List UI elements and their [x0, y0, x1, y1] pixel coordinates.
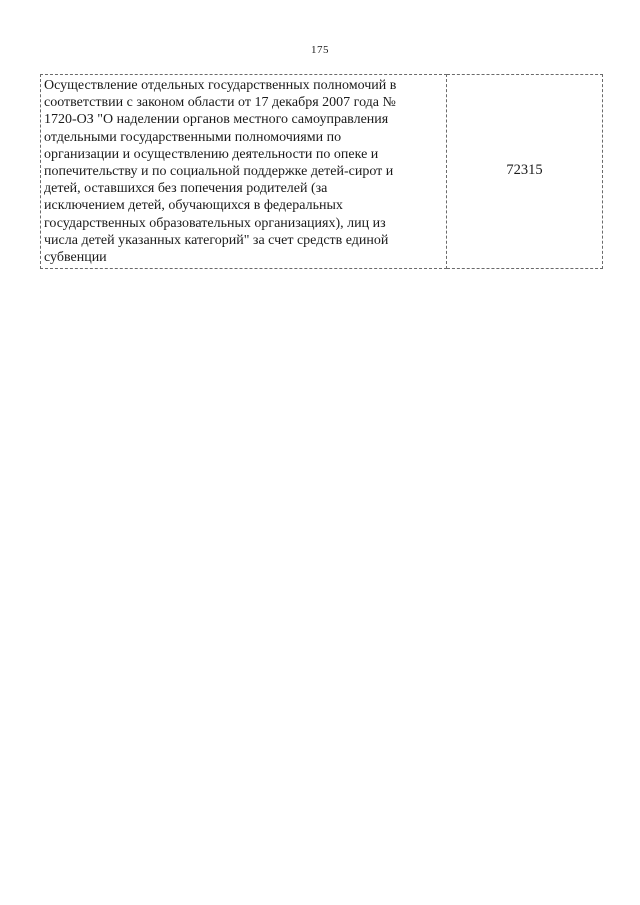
code-value: 72315: [506, 161, 543, 178]
table-row: [41, 75, 603, 269]
code-cell: [447, 75, 603, 269]
description-cell: [41, 75, 447, 269]
description-text: Осуществление отдельных государственных полномочий в соответствии с законом области от 17 декабря 2007 года № 1720-ОЗ "О наделении органов местного самоуправления отдельными государственными полномочиями по организации и осуществлению деятельности по опеке и попечительству и по социальной поддержке детей-сирот и детей, оставшихся без попечения родителей (за исключением детей, обучающихся в федеральных государственных образовательных организациях), лиц из числа детей указанных категорий" за счет средств единой субвенции: [44, 78, 397, 266]
page-number: 175: [311, 44, 329, 56]
budget-table: [40, 74, 603, 269]
